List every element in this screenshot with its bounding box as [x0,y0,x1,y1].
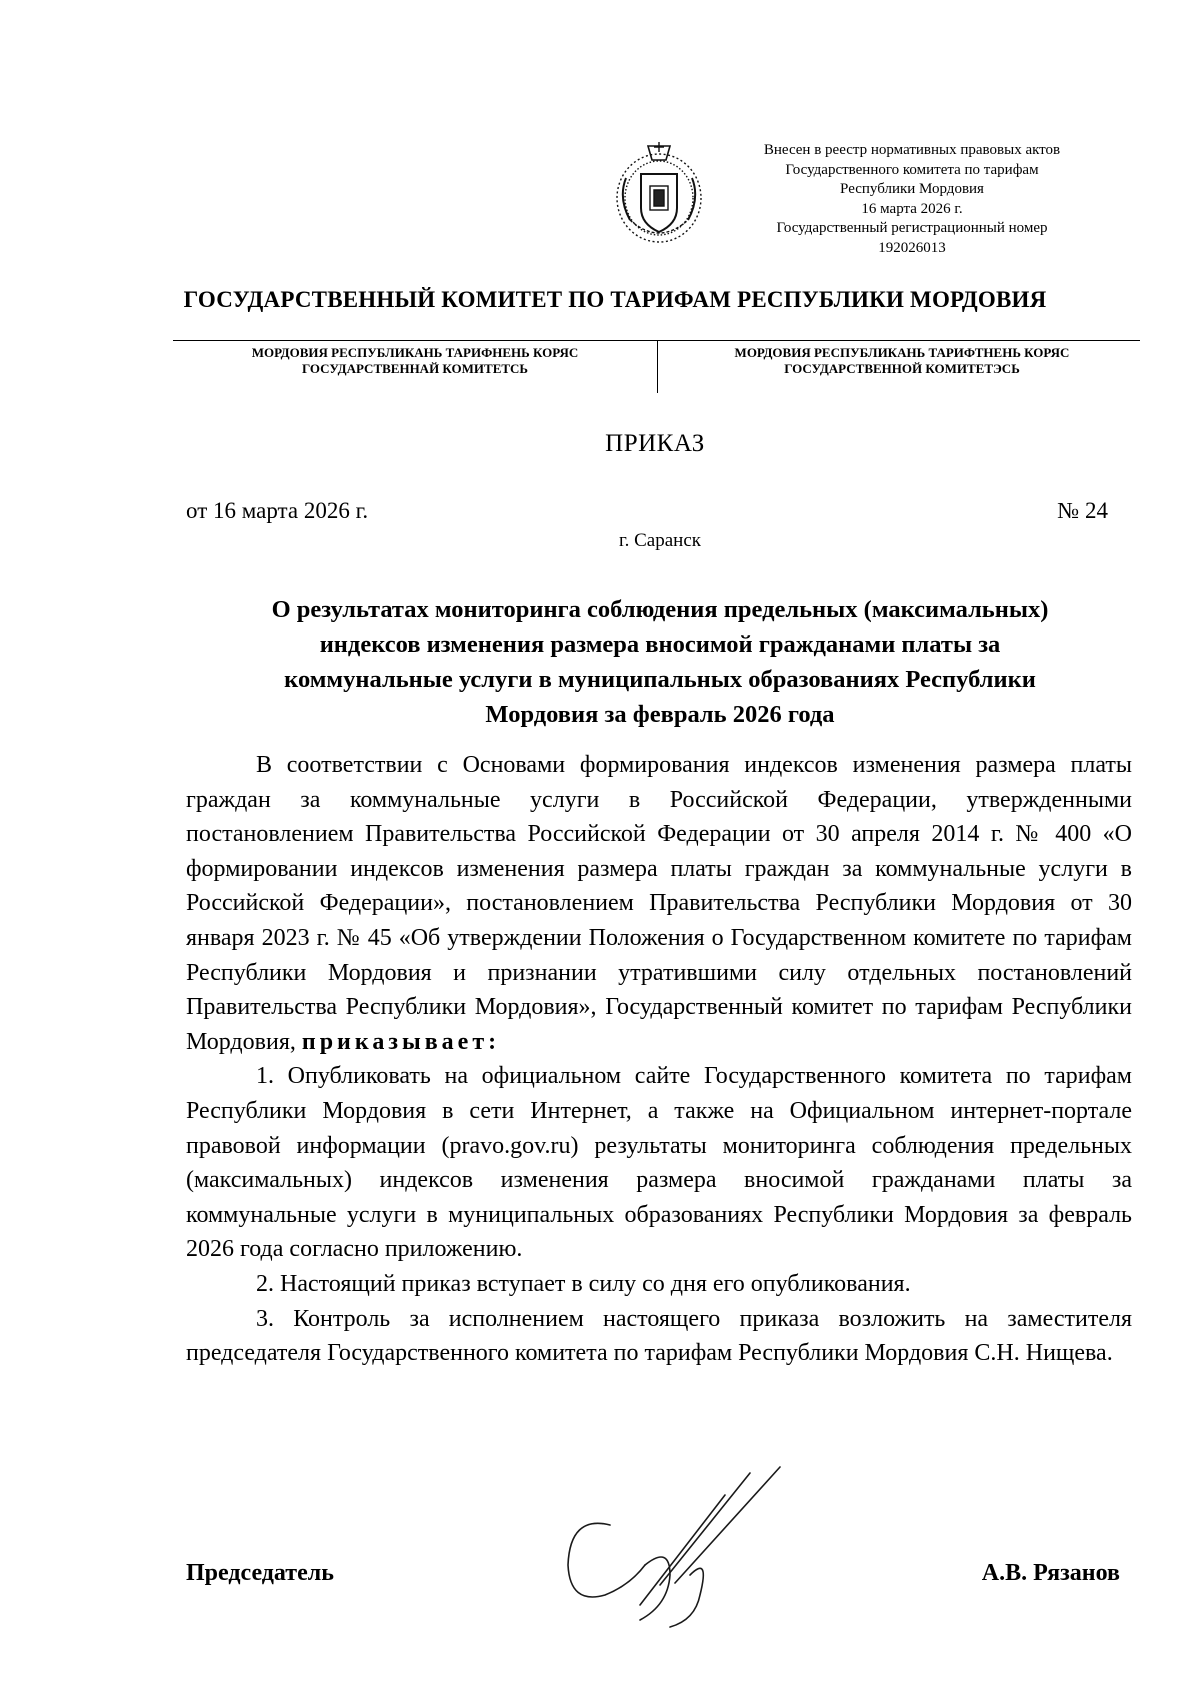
registry-line: Государственного комитета по тарифам [785,161,1039,178]
heading-line: О результатах мониторинга соблюдения предельных (максимальных) [271,596,1049,623]
registry-line: Государственный регистрационный номер [776,220,1048,236]
document-number: № 24 [1057,498,1108,523]
registry-note [742,141,1082,258]
subtitle-line: МОРДОВИЯ РЕСПУБЛИКАНЬ ТАРИФНЕНЬ КОРЯС [251,345,579,360]
registry-line: Республики Мордовия [840,181,984,197]
handwritten-signature-icon [550,1455,810,1635]
document-heading [200,592,1120,732]
order-word: приказывает: [301,1028,501,1055]
heading-line: индексов изменения размера вносимой гражданами платы за [319,631,1001,658]
organization-subtitle-right [672,345,1132,377]
registry-number: 192026013 [878,239,946,256]
document-type: ПРИКАЗ [605,430,705,457]
signature-role: Председатель [186,1560,334,1586]
preamble-paragraph [186,748,1132,1059]
subtitle-line: МОРДОВИЯ РЕСПУБЛИКАНЬ ТАРИФТНЕНЬ КОРЯС [734,345,1070,360]
header-vertical-divider [657,341,658,393]
order-item-2: 2. Настоящий приказ вступает в силу со дня его опубликования. [256,1270,911,1297]
coat-of-arms-emblem-icon [608,138,710,250]
document-body [186,748,1132,1371]
document-date: от 16 марта 2026 г. [186,498,369,523]
document-city: г. Саранск [618,530,702,551]
registry-line: Внесен в реестр нормативных правовых актов [763,142,1061,158]
order-item-1: 1. Опубликовать на официальном сайте Государственного комитета по тарифам Республики Мордовия в сети Интернет, а также на Официальном интернет-портале правовой информации (pravo.gov.ru) результаты мониторинга соблюдения предельных (максимальных) индексов изменения размера вносимой гражданами платы за коммунальные услуги в муниципальных образованиях Республики Мордовия за февраль 2026 года согласно приложению. [186,1063,1132,1263]
registry-date: 16 марта 2026 г. [861,200,963,217]
subtitle-line: ГОСУДАРСТВЕННАЙ КОМИТЕТСЬ [301,361,529,376]
preamble-text: В соответствии с Основами формирования индексов изменения размера платы граждан за коммунальные услуги в Российской Федерации, утвержденными постановлением Правительства Российской Федерации от 30 апреля 2014 г. № 400 «О формировании индексов изменения размера платы граждан за коммунальные услуги в Российской Федерации», постановлением Правительства Республики Мордовия от 30 января 2023 г. № 45 «Об утверждении Положения о Государственном комитете по тарифам Республики Мордовия и признании утратившими силу отдельных постановлений Правительства Республики Мордовия», Государственный комитет по тарифам Республики Мордовия, [186,752,1132,1055]
heading-line: коммунальные услуги в муниципальных образованиях Республики [284,666,1036,693]
signatory-name: А.В. Рязанов [981,1560,1120,1586]
organization-title: ГОСУДАРСТВЕННЫЙ КОМИТЕТ ПО ТАРИФАМ РЕСПУБЛИКИ МОРДОВИЯ [183,287,1047,312]
heading-line: Мордовия за февраль 2026 года [485,701,835,728]
organization-subtitle-left [185,345,645,377]
order-item-3: 3. Контроль за исполнением настоящего приказа возложить на заместителя председателя Государственного комитета по тарифам Республики Мордовия С.Н. Нищева. [186,1305,1132,1367]
subtitle-line: ГОСУДАРСТВЕННОЙ КОМИТЕТЭСЬ [784,361,1020,376]
